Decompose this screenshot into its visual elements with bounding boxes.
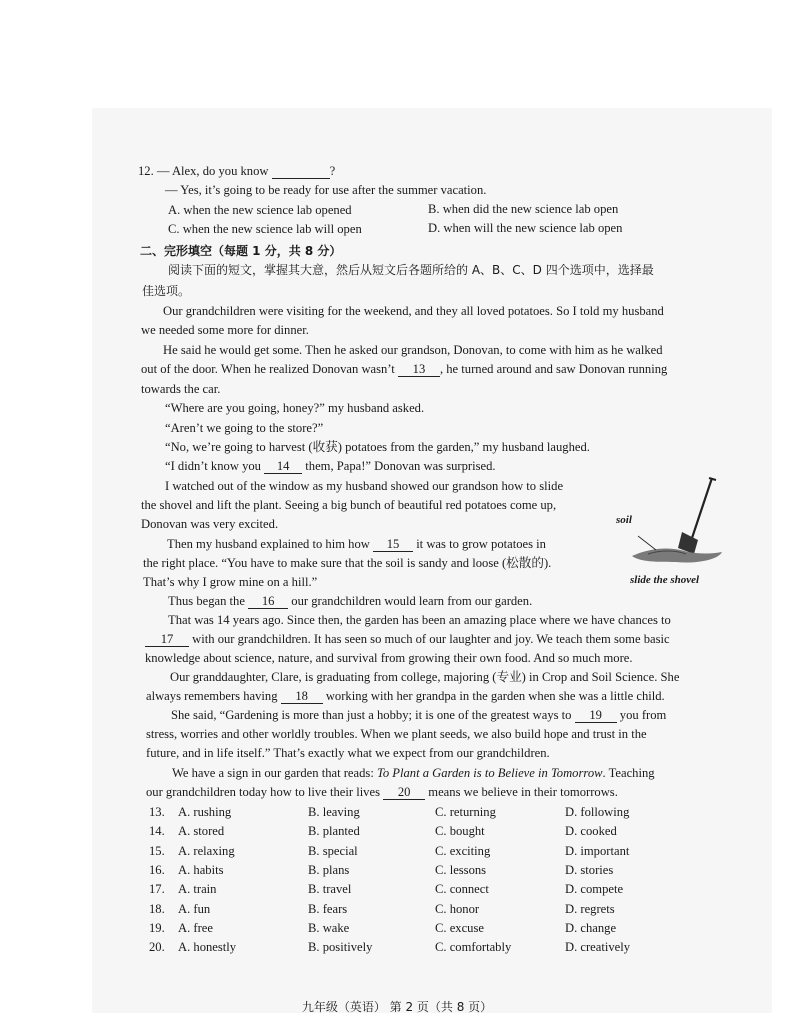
option-a: A. relaxing	[178, 843, 235, 858]
option-c: C. lessons	[435, 862, 487, 877]
option-question-number: 17.	[149, 882, 165, 897]
passage-line: future, and in life itself.” That’s exactly what we expect from our grandchildren.	[146, 746, 550, 760]
question-number: 12.	[138, 164, 154, 178]
question-12-option-b: B. when did the new science lab open	[428, 202, 619, 216]
passage-line: “Aren’t we going to the store?”	[165, 421, 324, 435]
option-b: B. positively	[308, 940, 373, 955]
passage-line: our grandchildren today how to live their lives 20 means we believe in their tomorrows.	[146, 785, 618, 799]
passage-line: Our granddaughter, Clare, is graduating from college, majoring (专业) in Crop and Soil Science. She	[170, 670, 680, 684]
soil-label: soil	[616, 514, 632, 526]
option-d: D. stories	[565, 862, 614, 877]
section-title: 二、完形填空（每题 1 分，共 8 分）	[140, 244, 342, 258]
passage-line: “I didn’t know you 14 them, Papa!” Donovan was surprised.	[165, 459, 496, 473]
shovel-icon	[626, 474, 726, 586]
option-d: D. important	[565, 843, 630, 858]
option-question-number: 19.	[149, 920, 165, 935]
section-instruction: 阅读下面的短文，掌握其大意，然后从短文后各题所给的 A、B、C、D 四个选项中，选择最	[168, 263, 654, 277]
passage-line: we needed some more for dinner.	[141, 323, 309, 337]
passage-line: She said, “Gardening is more than just a hobby; it is one of the greatest ways to 19 you from	[171, 708, 667, 722]
passage-line: I watched out of the window as my husband showed our grandson how to slide	[165, 479, 564, 493]
option-b: B. planted	[308, 824, 360, 839]
figure-caption: slide the shovel	[630, 574, 700, 586]
option-c: C. exciting	[435, 843, 491, 858]
blank-15: 15	[373, 538, 413, 552]
option-question-number: 16.	[149, 862, 165, 877]
option-d: D. compete	[565, 882, 624, 897]
passage-line: out of the door. When he realized Donovan wasn’t 13 , he turned around and saw Donovan running	[141, 362, 668, 376]
option-c: C. returning	[435, 805, 496, 819]
option-c: C. comfortably	[435, 940, 512, 955]
blank-14: 14	[264, 460, 302, 474]
option-a: A. rushing	[178, 805, 232, 819]
section-instruction-cont: 佳选项。	[142, 284, 191, 298]
option-c: C. excuse	[435, 920, 484, 935]
option-a: A. fun	[178, 901, 211, 916]
question-12-stem: 12. — Alex, do you know ?	[138, 164, 336, 178]
blank-18: 18	[281, 690, 323, 704]
option-a: A. stored	[178, 824, 225, 839]
option-b: B. plans	[308, 862, 350, 877]
shovel-illustration	[616, 474, 726, 586]
option-c: C. bought	[435, 824, 485, 839]
question-12-option-d: D. when will the new science lab open	[428, 221, 623, 235]
passage-line: always remembers having 18 working with her grandpa in the garden when she was a little child.	[146, 689, 665, 703]
option-b: B. wake	[308, 920, 350, 935]
option-c: C. honor	[435, 901, 480, 916]
passage-line: We have a sign in our garden that reads: To Plant a Garden is to Believe in Tomorrow. Teaching	[172, 766, 655, 780]
answer-blank	[272, 165, 330, 179]
passage-line: He said he would get some. Then he asked our grandson, Donovan, to come with him as he walked	[163, 343, 663, 357]
blank-17: 17	[145, 633, 189, 647]
option-c: C. connect	[435, 882, 489, 897]
option-question-number: 13.	[149, 805, 165, 819]
option-question-number: 15.	[149, 843, 165, 858]
option-b: B. leaving	[308, 805, 360, 819]
option-d: D. following	[565, 805, 630, 819]
option-d: D. creatively	[565, 940, 631, 955]
passage-line: towards the car.	[141, 382, 221, 396]
passage-line: stress, worries and other worldly troubles. When we plant seeds, we also build hope and trust in the	[146, 727, 647, 741]
question-12-option-c: C. when the new science lab will open	[168, 222, 362, 236]
passage-line: “Where are you going, honey?” my husband asked.	[165, 401, 425, 415]
page-footer: 九年级（英语） 第 2 页（共 8 页）	[301, 1000, 493, 1014]
option-a: A. train	[178, 882, 217, 897]
option-a: A. free	[178, 920, 213, 935]
blank-13: 13	[398, 363, 440, 377]
blank-16: 16	[248, 595, 288, 609]
option-question-number: 18.	[149, 901, 165, 916]
passage-line: Thus began the 16 our grandchildren would learn from our garden.	[168, 594, 533, 608]
passage-line: the shovel and lift the plant. Seeing a big bunch of beautiful red potatoes come up,	[141, 498, 557, 512]
passage-line: Our grandchildren were visiting for the weekend, and they all loved potatoes. So I told my husband	[163, 304, 664, 318]
passage-line: That’s why I grow mine on a hill.”	[143, 575, 318, 589]
option-b: B. travel	[308, 882, 352, 897]
option-b: B. special	[308, 843, 358, 858]
passage-line: Donovan was very excited.	[141, 517, 279, 531]
passage-line: knowledge about science, nature, and survival from growing their own food. And so much more.	[145, 651, 633, 665]
option-b: B. fears	[308, 901, 348, 916]
option-d: D. cooked	[565, 824, 617, 839]
question-12-reply: — Yes, it’s going to be ready for use after the summer vacation.	[165, 183, 487, 197]
passage-line: Then my husband explained to him how 15 it was to grow potatoes in	[167, 537, 546, 551]
passage-line: That was 14 years ago. Since then, the garden has been an amazing place where we have chances to	[168, 613, 671, 627]
passage-line: the right place. “You have to make sure that the soil is sandy and loose (松散的).	[143, 556, 552, 570]
blank-19: 19	[575, 709, 617, 723]
option-d: D. regrets	[565, 901, 615, 916]
passage-line: “No, we’re going to harvest (收获) potatoes from the garden,” my husband laughed.	[165, 440, 590, 454]
option-question-number: 14.	[149, 824, 165, 839]
option-question-number: 20.	[149, 940, 165, 955]
blank-20: 20	[383, 786, 425, 800]
passage-line: 17 with our grandchildren. It has seen so much of our laughter and joy. We teach them some basic	[145, 631, 670, 647]
question-12-option-a: A. when the new science lab opened	[168, 203, 352, 217]
option-a: A. honestly	[178, 940, 237, 955]
option-d: D. change	[565, 920, 617, 935]
option-a: A. habits	[178, 862, 224, 877]
